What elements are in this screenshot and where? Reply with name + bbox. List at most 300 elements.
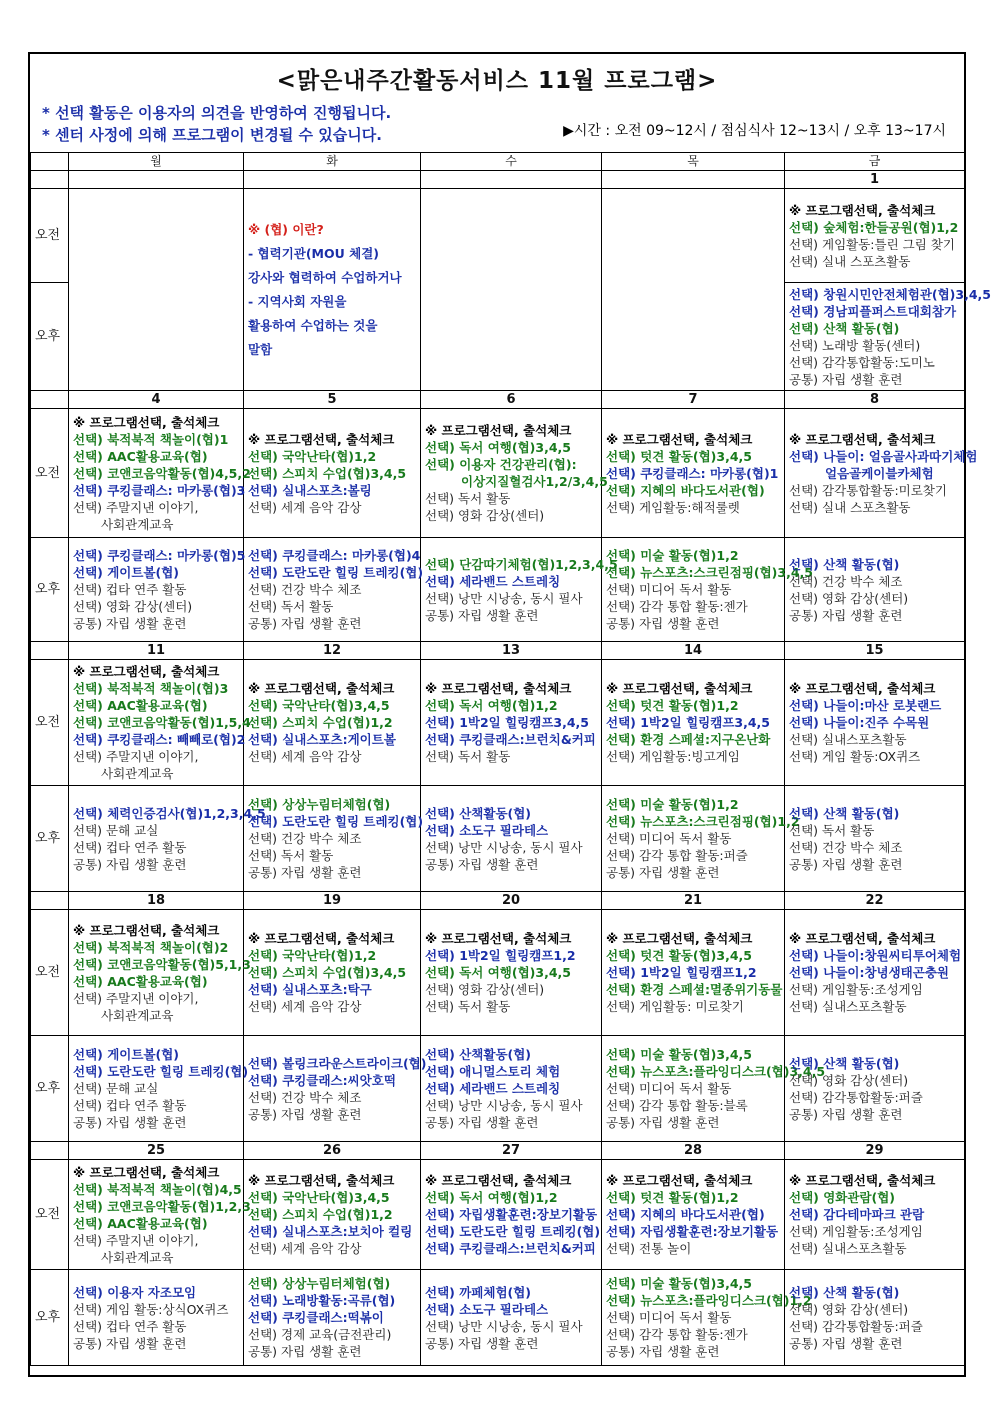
afternoon-row [31,1270,965,1366]
activity-line: 선택) 국악난타(협)1,2 [248,448,377,464]
activity-line: 선택) 산책활동(협) [425,805,532,821]
activity-line: 강사와 협력하여 수업하거나 [248,269,402,285]
activity-cell [785,538,965,642]
activity-line: 선택) 감각통합활동:퍼즐 [789,1318,923,1334]
activity-line: 선택) 컵타 연주 활동 [73,1098,187,1113]
empty-day-cell [69,189,244,391]
activity-line: 선택) 까페체험(협) [425,1284,532,1300]
activity-line: 선택) 영화 감상(센터) [425,508,545,523]
activity-line: 선택) 애니멀스토리 체험 [425,1064,561,1079]
activity-line: 선택) 영화관람(협) [789,1190,896,1205]
activity-cell [602,1160,785,1270]
activity-line: 공통) 자립 생활 훈련 [789,1335,903,1351]
date-cell: 28 [602,1142,785,1160]
activity-line: 선택) 1박2일 힐링캠프1,2 [606,965,757,980]
date-cell: 22 [785,892,965,910]
date-cell: 19 [244,892,421,910]
date-cell [244,171,421,189]
activity-line: ※ 프로그램선택, 출석체크 [425,423,572,438]
activity-cell [421,1270,602,1366]
activity-line: ※ 프로그램선택, 출석체크 [73,1164,220,1180]
activity-line: - 협력기관(MOU 체결) [248,245,379,261]
activity-cell [785,1036,965,1142]
activity-line: 선택) 북적북적 책놀이(협)3 [73,681,229,696]
activity-line: 선택) 실내 스포츠활동 [789,499,911,515]
activity-line: 공통) 자립 생활 훈련 [606,865,720,880]
activity-line: 공통) 자립 생활 훈련 [789,371,903,387]
activity-line: 선택) 실내스포츠활동 [789,1241,907,1256]
activity-line: 선택) 실내스포츠:게이트볼 [248,732,396,747]
activity-line: 선택) 미디어 독서 활동 [606,1310,732,1325]
empty-day-cell [421,189,602,391]
activity-line: 선택) 낭만 시낭송, 동시 필사 [425,1098,583,1113]
corner-cell [31,642,69,660]
activity-line: 공통) 자립 생활 훈련 [248,865,362,880]
activity-line: 선택) 나들이:창녕생태곤충원 [789,965,949,980]
activity-line: 선택) 산책 활동(협) [789,805,900,821]
activity-line: 선택) 쿠킹클래스: 빼빼로(협)2 [73,732,246,747]
activity-line: 선택) 소도구 필라테스 [425,822,549,838]
weekday-header: 월 [69,153,244,171]
activity-line: 사회관계교육 [101,1249,174,1265]
activity-line: 공통) 자립 생활 훈련 [248,1106,362,1122]
period-label: 오후 [31,538,69,642]
corner-cell [31,892,69,910]
activity-cell [602,660,785,786]
activity-line: 공통) 자립 생활 훈련 [789,607,903,623]
activity-line: ※ 프로그램선택, 출석체크 [248,1173,395,1188]
period-label: 오후 [31,283,69,391]
activity-line: 선택) 노래방활동:곡류(협) [248,1293,396,1308]
activity-line: ※ 프로그램선택, 출석체크 [73,922,220,938]
activity-cell [785,660,965,786]
activity-line: 선택) 게이트볼(협) [73,565,180,580]
corner-cell [31,153,69,171]
activity-line: 선택) 스피치 수업(협)3,4,5 [248,965,407,980]
corner-cell [31,391,69,409]
activity-line: 선택) 산책 활동(협) [789,556,900,572]
period-label: 오전 [31,409,69,538]
activity-line: ※ 프로그램선택, 출석체크 [248,431,395,447]
activity-line: 사회관계교육 [101,766,174,781]
activity-line: 선택) 컵타 연주 활동 [73,1318,187,1334]
activity-line: 선택) 환경 스페셜:멸종위기동물 [606,982,783,997]
date-row [31,1142,965,1160]
activity-line: 선택) 경제 교육(금전관리) [248,1327,392,1342]
activity-line: ※ 프로그램선택, 출석체크 [606,1173,753,1188]
activity-line: 선택) 창원시민안전체험관(협)3,4,5 [789,286,991,302]
period-label: 오전 [31,189,69,283]
activity-line: 선택) 도란도란 힐링 트레킹(협) [248,814,424,829]
activity-line: 선택) 독서 여행(협)1,2 [425,698,558,713]
activity-line: 선택) 코앤코음악활동(협)1,2,3 [73,1198,251,1214]
notice-item: * 선택 활동은 이용자의 의견을 반영하여 진행됩니다. [42,104,392,122]
activity-cell [244,1036,427,1142]
activity-line: 선택) 1박2일 힐링캠프1,2 [425,948,576,963]
activity-line: 선택) 숲체험:한들공원(협)1,2 [789,219,959,235]
activity-line: 선택) 문해 교실 [73,822,159,838]
activity-line: 선택) 세라밴드 스트레칭 [425,573,561,589]
activity-line: 선택) 게임활동:조성게임 [789,1224,923,1239]
activity-cell [602,786,800,892]
activity-line: 공통) 자립 생활 훈련 [789,856,903,872]
date-cell [421,171,602,189]
activity-line: 선택) 미디어 독서 활동 [606,831,732,846]
activity-line: ※ 프로그램선택, 출석체크 [425,931,572,946]
period-label: 오전 [31,660,69,786]
activity-line: 선택) 실내 스포츠활동 [789,253,911,269]
activity-line: 선택) 나들이:창원씨티투어체험 [789,948,962,963]
afternoon-row [31,538,965,642]
activity-cell [785,283,991,391]
activity-line: 선택) 소도구 필라테스 [425,1301,549,1317]
activity-line: 선택) 뉴스포츠:플라잉디스크(협)3,4,5 [606,1064,826,1079]
activity-line: 사회관계교육 [101,1007,174,1023]
activity-line: 선택) 독서 활동 [425,749,511,764]
activity-line: 선택) 이용자 건강관리(협): [425,457,577,472]
weekday-header: 목 [602,153,785,171]
activity-cell [785,1270,965,1366]
activity-cell [602,409,785,538]
activity-cell [421,1160,602,1270]
activity-cell [602,1270,812,1366]
afternoon-row [31,1036,965,1142]
date-cell: 7 [602,391,785,409]
date-row [31,171,965,189]
activity-cell [69,786,266,892]
activity-line: 공통) 자립 생활 훈련 [248,1344,362,1359]
period-label: 오후 [31,1270,69,1366]
activity-line: 선택) 쿠킹클래스:브런치&커피 [425,732,596,747]
activity-line: 선택) AAC활용교육(협) [73,448,208,464]
activity-line: 선택) 게임활동: 미로찾기 [606,999,744,1014]
activity-line: 선택) 쿠킹클래스: 마카롱(협)4 [248,548,421,563]
activity-cell [69,910,251,1036]
activity-line: 선택) 쿠킹클래스:떡볶이 [248,1310,384,1325]
activity-line: 선택) 게임 활동:OX퀴즈 [789,749,921,764]
activity-cell [421,910,602,1036]
activity-line: 선택) 세계 음악 감상 [248,999,362,1014]
activity-line: 선택) 게임활동:조성게임 [789,982,923,997]
activity-cell [785,786,965,892]
weekday-header: 금 [785,153,965,171]
activity-line: 선택) 게임 활동:상식OX퀴즈 [73,1301,229,1317]
activity-line: 선택) 독서 활동 [789,822,875,838]
date-cell: 11 [69,642,244,660]
activity-line: 선택) 이용자 자조모임 [73,1284,197,1300]
activity-line: 선택) 건강 박수 체조 [248,1089,362,1105]
activity-line: 선택) 컵타 연주 활동 [73,582,187,597]
activity-line: 선택) 도란도란 힐링 트레킹(협) [425,1224,601,1239]
activity-line: 선택) 영화 감상(센터) [789,1301,909,1317]
activity-line: 선택) 세계 음악 감상 [248,499,362,515]
activity-line: 선택) 주말지낸 이야기, [73,990,199,1006]
morning-row [31,910,965,1036]
activity-line: 선택) 낭만 시낭송, 동시 필사 [425,1318,583,1334]
activity-line: 공통) 자립 생활 훈련 [248,616,362,631]
date-cell [69,171,244,189]
activity-line: 선택) 세계 음악 감상 [248,1241,362,1256]
activity-line: 공통) 자립 생활 훈련 [73,856,187,872]
activity-line: 선택) 1박2일 힐링캠프3,4,5 [425,715,590,730]
activity-line: 선택) 단감따기체험(협)1,2,3,4,5 [425,556,618,572]
activity-line: 선택) 산책 활동(협) [789,1284,900,1300]
activity-line: 공통) 자립 생활 훈련 [606,616,720,631]
activity-line: 공통) 자립 생활 훈련 [425,856,539,872]
activity-line: 선택) 코앤코음악활동(협)5,1,3 [73,956,251,972]
activity-line: 선택) 코앤코음악활동(협)4,5,2 [73,465,251,481]
activity-line: 선택) 게이트볼(협) [73,1047,180,1062]
activity-line: 선택) 독서 활동 [248,599,334,614]
activity-cell [244,660,421,786]
activity-line: 선택) 영화 감상(센터) [789,590,909,606]
activity-line: 선택) 국악난타(협)3,4,5 [248,1190,390,1205]
page-title: <맑은내주간활동서비스 11월 프로그램> [276,68,718,94]
activity-line: 선택) 감각통합활동:도미노 [789,354,935,370]
activity-line: 선택) 북적북적 책놀이(협)4,5 [73,1181,242,1197]
activity-line: 선택) 미디어 독서 활동 [606,582,732,597]
activity-cell [421,1036,602,1142]
activity-line: ※ 프로그램선택, 출석체크 [789,681,936,696]
activity-line: ※ 프로그램선택, 출석체크 [606,931,753,946]
activity-line: 선택) 경남피플퍼스트대회참가 [789,303,957,319]
activity-line: 선택) 주말지낸 이야기, [73,749,199,764]
date-cell: 21 [602,892,785,910]
date-cell: 27 [421,1142,602,1160]
activity-line: 선택) 감각 통합 활동:젠가 [606,599,748,614]
activity-line: 공통) 자립 생활 훈련 [789,1106,903,1122]
period-label: 오전 [31,1160,69,1270]
date-cell [602,171,785,189]
activity-cell [69,1270,244,1366]
activity-line: 선택) 미술 활동(협)1,2 [606,548,739,563]
activity-line: 선택) 텃견 활동(협)3,4,5 [606,448,752,464]
activity-line: 선택) 건강 박수 체조 [248,582,362,597]
activity-line: 선택) 실내스포츠:볼링 [248,482,372,498]
activity-line: 선택) 쿠킹클래스:브런치&커피 [425,1241,596,1256]
activity-line: ※ 프로그램선택, 출석체크 [425,1173,572,1188]
activity-line: 선택) 쿠킹클래스:씨앗호떡 [248,1072,396,1088]
activity-cell [244,1160,421,1270]
activity-line: 선택) 실내스포츠:탁구 [248,982,372,997]
activity-line: 선택) 독서 활동 [425,999,511,1014]
morning-row [31,409,965,538]
activity-line: 선택) 감각통합활동:퍼즐 [789,1089,923,1105]
activity-line: 선택) 감각 통합 활동:퍼즐 [606,848,748,863]
activity-line: 선택) 게임활동:틀린 그림 찾기 [789,236,955,252]
date-cell: 15 [785,642,965,660]
activity-line: 선택) 자립생활훈련:장보기활동 [606,1224,779,1239]
activity-line: 선택) 텃견 활동(협)1,2 [606,1190,739,1205]
date-cell: 4 [69,391,244,409]
activity-line: 선택) 자립생활훈련:장보기활동 [425,1207,598,1222]
activity-line: 선택) 지혜의 바다도서관(협) [606,1207,765,1222]
date-cell: 12 [244,642,421,660]
date-cell: 26 [244,1142,421,1160]
activity-line: ※ 프로그램선택, 출석체크 [606,681,753,696]
activity-line: 선택) 독서 여행(협)3,4,5 [425,440,571,455]
morning-row [31,660,965,786]
activity-line: 선택) 텃견 활동(협)3,4,5 [606,948,752,963]
activity-line: 선택) 컵타 연주 활동 [73,839,187,855]
activity-line: 선택) 영화 감상(센터) [73,599,193,614]
activity-line: 선택) 낭만 시낭송, 동시 필사 [425,590,583,606]
activity-line: 선택) 주말지낸 이야기, [73,1232,199,1248]
morning-row [31,1160,965,1270]
empty-day-cell [602,189,785,391]
activity-line: 선택) 쿠킹클래스: 마카롱(협)5 [73,548,246,563]
activity-line: 선택) 상상누림터체험(협) [248,1276,391,1291]
activity-line: ※ 프로그램선택, 출석체크 [789,431,936,447]
activity-cell [602,910,785,1036]
activity-line: 선택) AAC활용교육(협) [73,698,208,713]
activity-line: 선택) 감각통합활동:미로찾기 [789,482,947,498]
activity-cell [602,538,813,642]
date-cell: 29 [785,1142,965,1160]
activity-line: 선택) 실내스포츠:보치아 컬링 [248,1224,413,1239]
activity-cell [421,409,608,538]
activity-cell [785,189,965,283]
activity-line: 선택) 낭만 시낭송, 동시 필사 [425,839,583,855]
afternoon-row [31,786,965,892]
weekday-header: 화 [244,153,421,171]
activity-line: 선택) 노래방 활동(센터) [789,337,921,353]
date-cell: 25 [69,1142,244,1160]
activity-line: ※ 프로그램선택, 출석체크 [73,664,220,679]
activity-line: 선택) 미디어 독서 활동 [606,1081,732,1096]
activity-line: 선택) 산책 활동(협) [789,320,900,336]
activity-line: ※ 프로그램선택, 출석체크 [248,681,395,696]
activity-line: 선택) 뉴스포츠:플라잉디스크(협)1,2 [606,1293,812,1308]
activity-line: 공통) 자립 생활 훈련 [425,1335,539,1351]
activity-line: 공통) 자립 생활 훈련 [606,1344,720,1359]
period-label: 오후 [31,786,69,892]
activity-line: 선택) 세계 음악 감상 [248,749,362,764]
activity-line: 선택) 뉴스포츠:스크린점핑(협)3,4,5 [606,565,813,580]
activity-line: 선택) 건강 박수 체조 [248,831,362,846]
date-row [31,642,965,660]
activity-cell [244,1270,421,1366]
activity-line: 공통) 자립 생활 훈련 [606,1115,720,1130]
activity-line: 활용하여 수업하는 것을 [248,317,378,333]
activity-line: 선택) 건강 박수 체조 [789,839,903,855]
weekday-header: 수 [421,153,602,171]
activity-line: 공통) 자립 생활 훈련 [425,607,539,623]
activity-line: 선택) 미술 활동(협)1,2 [606,797,739,812]
activity-line: 선택) 도란도란 힐링 트레킹(협) [248,565,424,580]
date-cell: 20 [421,892,602,910]
date-cell: 5 [244,391,421,409]
weekday-header-row [31,153,965,171]
activity-line: 선택) 게임활동:해적룰렛 [606,499,740,515]
morning-row [31,189,965,283]
activity-line: ※ 프로그램선택, 출석체크 [425,681,572,696]
date-row [31,892,965,910]
date-cell: 14 [602,642,785,660]
activity-line: 선택) 산책 활동(협) [789,1055,900,1071]
activity-cell [69,1160,251,1270]
activity-cell [421,538,618,642]
activity-cell [785,409,978,538]
activity-cell [421,786,602,892]
date-cell: 1 [785,171,965,189]
activity-line: 선택) 실내스포츠활동 [789,732,907,747]
activity-line: 선택) 쿠킹클래스: 마카롱(협)3 [73,482,246,498]
activity-line: 선택) 북적북적 책놀이(협)1 [73,431,229,447]
activity-line: 선택) 문해 교실 [73,1081,159,1096]
activity-cell [69,538,244,642]
activity-cell [244,786,424,892]
activity-line: ※ (협) 이란? [248,221,324,237]
time-info: ▶시간 : 오전 09~12시 / 점심식사 12~13시 / 오후 13~17시 [563,123,946,139]
activity-line: 선택) 나들이: 얼음골사과따기체험 [789,448,978,464]
memo-cell [244,189,421,391]
activity-line: 말함 [248,341,273,357]
activity-cell [244,910,421,1036]
activity-line: 선택) 지혜의 바다도서관(협) [606,482,765,498]
activity-cell [785,1160,965,1270]
activity-line: 공통) 자립 생활 훈련 [425,1115,539,1130]
activity-cell [69,409,251,538]
notice-list [42,102,391,146]
activity-line: 선택) 텃견 활동(협)1,2 [606,698,739,713]
activity-cell [244,409,421,538]
activity-line: ※ 프로그램선택, 출석체크 [606,431,753,447]
date-cell: 13 [421,642,602,660]
corner-cell [31,171,69,189]
activity-line: 선택) 뉴스포츠:스크린점핑(협)1,2 [606,814,800,829]
notice-item: * 센터 사정에 의해 프로그램이 변경될 수 있습니다. [42,126,382,144]
activity-line: 선택) AAC활용교육(협) [73,973,208,989]
activity-line: 선택) 감각 통합 활동:블록 [606,1098,748,1113]
date-row [31,391,965,409]
activity-line: 선택) 도란도란 힐링 트레킹(협) [73,1064,249,1079]
activity-line: ※ 프로그램선택, 출석체크 [73,414,220,430]
activity-cell [421,660,602,786]
activity-line: 공통) 자립 생활 훈련 [73,1335,187,1351]
activity-line: 선택) AAC활용교육(협) [73,1215,208,1231]
activity-line: 선택) 전통 놀이 [606,1241,692,1256]
activity-line: 선택) 국악난타(협)3,4,5 [248,698,390,713]
period-label: 오후 [31,1036,69,1142]
activity-cell [69,660,251,786]
activity-line: 선택) 환경 스페셜:지구온난화 [606,732,771,747]
corner-cell [31,1142,69,1160]
date-cell: 6 [421,391,602,409]
activity-line: ※ 프로그램선택, 출석체크 [789,202,936,218]
activity-line: 선택) 코앤코음악활동(협)1,5,4 [73,715,251,730]
activity-line: 선택) 감다테마파크 관람 [789,1207,925,1222]
activity-line: 얼음골케이블카체험 [825,465,934,481]
activity-line: 선택) 나들이:진주 수목원 [789,715,930,730]
activity-line: 선택) 독서 활동 [248,848,334,863]
activity-line: 선택) 체력인증검사(협)1,2,3,4,5 [73,805,266,821]
activity-line: 선택) 1박2일 힐링캠프3,4,5 [606,715,771,730]
activity-line: 선택) 볼링크라운스트라이크(협) [248,1055,427,1071]
activity-line: 선택) 주말지낸 이야기, [73,499,199,515]
activity-line: ※ 프로그램선택, 출석체크 [248,931,395,946]
activity-line: 공통) 자립 생활 훈련 [73,1115,187,1130]
activity-line: 공통) 자립 생활 훈련 [73,616,187,631]
activity-line: - 지역사회 자원을 [248,293,347,309]
activity-line: 선택) 북적북적 책놀이(협)2 [73,939,229,955]
date-cell: 8 [785,391,965,409]
activity-line: 이상지질혈검사1,2/3,4,5 [461,474,608,489]
activity-line: 선택) 독서 여행(협)1,2 [425,1190,558,1205]
activity-line: 선택) 스피치 수업(협)1,2 [248,715,393,730]
activity-line: 선택) 영화 감상(센터) [425,982,545,997]
calendar-table [30,152,991,1366]
